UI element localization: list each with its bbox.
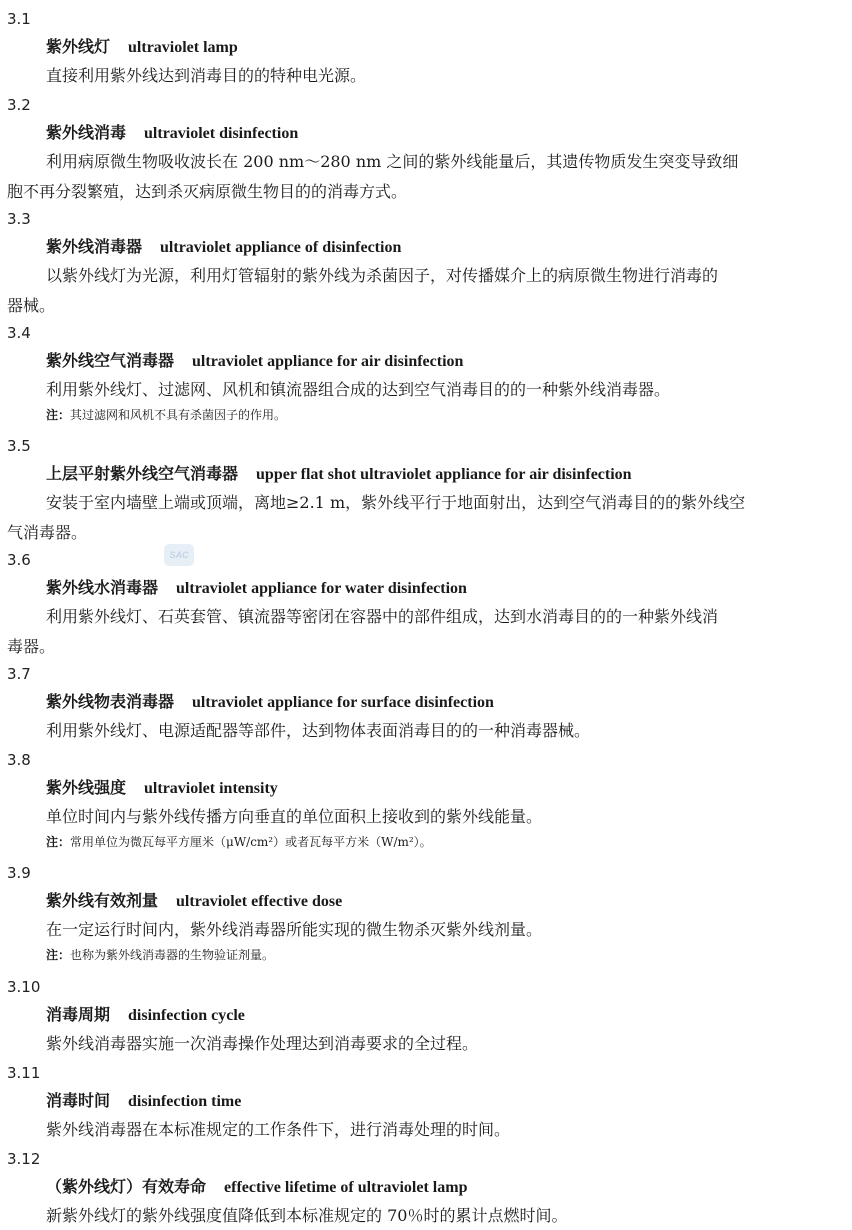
definition-line: 单位时间内与紫外线传播方向垂直的单位面积上接收到的紫外线能量。 [46,807,543,826]
definition-line: 新紫外线灯的紫外线强度值降低到本标准规定的 70％时的累计点燃时间。 [46,1206,568,1225]
clause-number: 3.10 [7,978,41,996]
definition-line: 安装于室内墙壁上端或顶端，离地≥2.1 m，紫外线平行于地面射出，达到空气消毒目的的紫外线空 [46,493,746,512]
term-chinese: 紫外线灯 [46,37,111,56]
clause-number: 3.8 [7,751,31,769]
clause-number: 3.11 [7,1064,41,1082]
term-english: ultraviolet effective dose [176,893,343,910]
term-english: disinfection time [128,1093,242,1110]
clause-number: 3.1 [7,10,31,28]
term-heading [46,123,298,144]
term-chinese: 紫外线空气消毒器 [46,351,175,370]
term-chinese: 上层平射紫外线空气消毒器 [46,464,239,483]
sac-watermark: SAC [164,544,194,566]
term-heading [46,1177,467,1198]
definition-line: 毒器。 [7,637,56,656]
term-heading [46,464,632,485]
clause-number: 3.4 [7,324,31,342]
term-english: ultraviolet appliance of disinfection [160,239,402,256]
term-chinese: 紫外线消毒 [46,123,127,142]
clause-number: 3.2 [7,96,31,114]
term-chinese: 紫外线强度 [46,778,127,797]
term-heading [46,237,401,258]
definition-line: 在一定运行时间内，紫外线消毒器所能实现的微生物杀灭紫外线剂量。 [46,920,543,939]
term-heading [46,1005,245,1026]
definition-line: 利用病原微生物吸收波长在 200 nm～280 nm 之间的紫外线能量后，其遗传物质发生突变导致细 [46,152,739,171]
note-label: 注： [46,948,71,962]
term-english: ultraviolet lamp [128,39,238,56]
note-line [46,407,286,423]
term-chinese: 消毒时间 [46,1091,111,1110]
clause-number: 3.7 [7,665,31,683]
term-english: ultraviolet disinfection [144,125,299,142]
definition-line: 利用紫外线灯、过滤网、风机和镇流器组合成的达到空气消毒目的的一种紫外线消毒器。 [46,380,671,399]
term-chinese: （紫外线灯）有效寿命 [46,1177,207,1196]
term-chinese: 紫外线物表消毒器 [46,692,175,711]
note-line [46,834,432,850]
term-english: ultraviolet appliance for air disinfection [192,353,464,370]
term-chinese: 紫外线有效剂量 [46,891,159,910]
term-english: ultraviolet appliance for surface disinfection [192,694,494,711]
clause-number: 3.5 [7,437,31,455]
term-heading [46,891,342,912]
note-line [46,947,274,963]
definition-line: 胞不再分裂繁殖，达到杀灭病原微生物目的的消毒方式。 [7,182,408,201]
term-english: disinfection cycle [128,1007,245,1024]
definition-line: 紫外线消毒器实施一次消毒操作处理达到消毒要求的全过程。 [46,1034,479,1053]
term-chinese: 紫外线水消毒器 [46,578,159,597]
clause-number: 3.12 [7,1150,41,1168]
definition-line: 以紫外线灯为光源，利用灯管辐射的紫外线为杀菌因子，对传播媒介上的病原微生物进行消毒的 [46,266,719,285]
term-heading [46,37,238,58]
term-english: ultraviolet intensity [144,780,278,797]
definition-line: 器械。 [7,296,56,315]
note-label: 注： [46,408,71,422]
note-text: 常用单位为微瓦每平方厘米（μW/cm²）或者瓦每平方米（W/m²）。 [70,835,432,849]
term-heading [46,1091,241,1112]
clause-number: 3.6 [7,551,31,569]
clause-number: 3.3 [7,210,31,228]
term-chinese: 消毒周期 [46,1005,111,1024]
definition-line: 利用紫外线灯、电源适配器等部件，达到物体表面消毒目的的一种消毒器械。 [46,721,591,740]
note-text: 也称为紫外线消毒器的生物验证剂量。 [70,948,275,962]
term-heading [46,578,467,599]
definition-line: 气消毒器。 [7,523,88,542]
term-english: effective lifetime of ultraviolet lamp [224,1179,468,1196]
term-chinese: 紫外线消毒器 [46,237,143,256]
clause-number: 3.9 [7,864,31,882]
definition-line: 利用紫外线灯、石英套管、镇流器等密闭在容器中的部件组成，达到水消毒目的的一种紫外线消 [46,607,719,626]
term-english: upper flat shot ultraviolet appliance for air disinfection [256,466,632,483]
note-text: 其过滤网和风机不具有杀菌因子的作用。 [70,408,287,422]
note-label: 注： [46,835,71,849]
term-english: ultraviolet appliance for water disinfection [176,580,467,597]
term-heading [46,351,463,372]
definition-line: 直接利用紫外线达到消毒目的的特种电光源。 [46,66,367,85]
term-heading [46,692,494,713]
definition-line: 紫外线消毒器在本标准规定的工作条件下，进行消毒处理的时间。 [46,1120,511,1139]
term-heading [46,778,278,799]
